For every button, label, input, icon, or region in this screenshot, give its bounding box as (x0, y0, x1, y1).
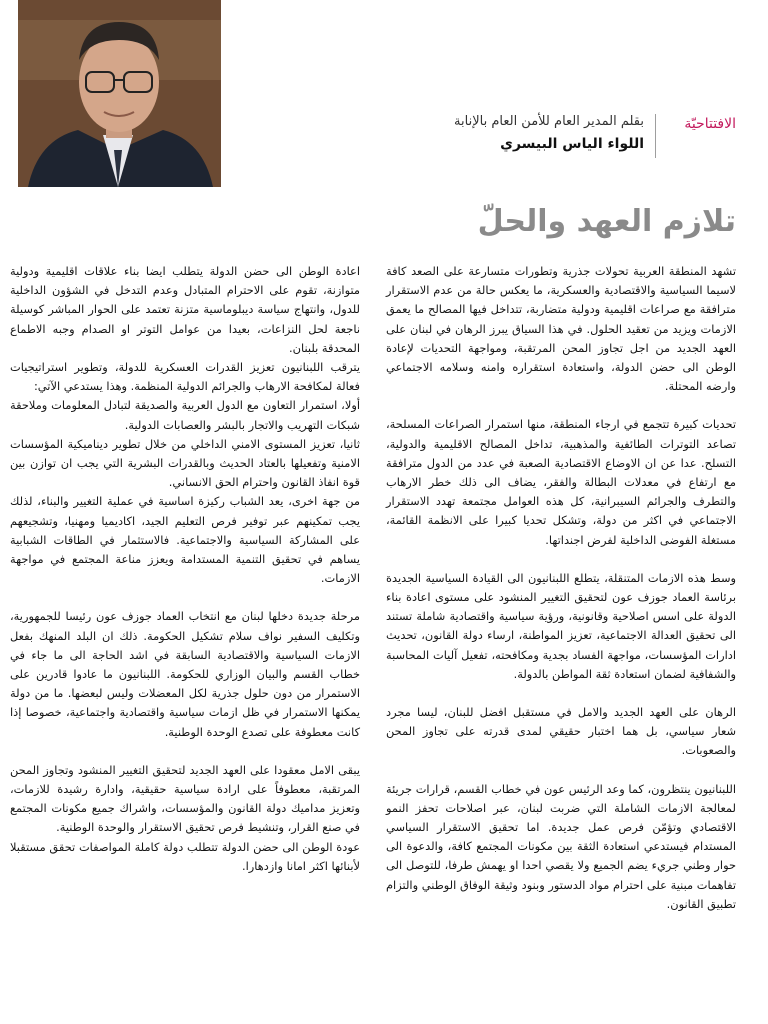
paragraph: تشهد المنطقة العربية تحولات جذرية وتطورات متسارعة على الصعد كافة لاسيما السياسية والاقتصادية والعسكرية، ما يعكس حالة من عدم الاستقرار مترافقة مع صراعات اقليمية ودولية متضاربة، تتداخل فيها المصالح ما يعمق الازمات ويزيد من تعقيد الحلول. في هذا السياق يبرز الرهان في لبنان على العهد الجديد من اجل تجاوز المحن المرتقبة، ومواجهة التحديات لإعادة الوطن الى حضن الدولة، واستعادة استقراره وامنه وسلامه الاجتماعي وارضه المحتلة. (386, 264, 736, 394)
article-header (336, 112, 736, 162)
portrait-illustration (18, 0, 221, 187)
author-portrait (18, 0, 221, 187)
paragraph: ثانيا، تعزيز المستوى الامني الداخلي من خلال تطوير ديناميكية المؤسسات الامنية وتفعيلها بالعتاد الحديث وبالقدرات البشرية التي يجب ان توازن بين قوة انفاذ القانون واحترام الحق الانساني. (10, 436, 360, 490)
paragraph: اعادة الوطن الى حضن الدولة يتطلب ايضا بناء علاقات اقليمية ودولية متوازنة، تقوم على الاحترام المتبادل وعدم التدخل في الشؤون الداخلية للدول، وانتهاج سياسة ديبلوماسية متزنة تعتمد على الحوار المباشر كوسيلة ناجعة لحل النزاعات، بعيدا من عوامل التوتر او الصدام وجبه الاطماع المحدقة بلبنان. (10, 264, 360, 355)
paragraph: يبقى الامل معقودا على العهد الجديد لتحقيق التغيير المنشود وتجاوز المحن المرتقبة، معطوفاً على ارادة سياسية حقيقية، وادارة رشيدة للازمات، وتعزيز مداميك دولة القانون والمؤسسات، واشراك جميع مكونات المجتمع في صنع القرار، وتنشيط فرص تحقيق الاستقرار والوحدة الوطنية. (10, 762, 360, 835)
byline: بقلم المدير العام للأمن العام بالإنابة (454, 114, 644, 129)
header-divider (655, 114, 656, 158)
article-column-left (10, 262, 360, 876)
paragraph: تحديات كبيرة تتجمع في ارجاء المنطقة، منها استمرار الصراعات المسلحة، تصاعد التوترات الطائفية والمذهبية، تداخل المصالح الاقليمية والدولية، التسلح. عدا عن ان الاوضاع الاقتصادية الصعبة في عدد من الدول مترافقة مع ارتفاع في معدلات البطالة والفقر، يضاف الى ذلك خطر الارهاب والتطرف والجرائم السيبرانية، كل هذه العوامل مجتمعة تهدد الاستقرار الاجتماعي في اكثر من دولة، وتشكل تحديا كبيرا على الانظمة القائمة، مستغلة الفوضى الداخلية لفرض اجنداتها. (386, 417, 736, 547)
article-column-right (386, 262, 736, 933)
paragraph: من جهة اخرى، يعد الشباب ركيزة اساسية في عملية التغيير والبناء، لذلك يجب تمكينهم عبر توفير فرص التعليم الجيد، اكاديميا ومهنيا، وتشجيعهم على المشاركة السياسية والاجتماعية. فالاستثمار في الطاقات الشبابية يساهم في تحقيق التنمية المستدامة ويعزز مناعة المجتمع في مواجهة الازمات. (10, 494, 360, 586)
paragraph: الرهان على العهد الجديد والامل في مستقبل افضل للبنان، ليسا مجرد شعار سياسي، بل هما اختبار حقيقي لمدى قدرته على تجاوز المحن والصعوبات. (386, 705, 736, 758)
paragraph: عودة الوطن الى حضن الدولة تتطلب دولة كاملة المواصفات تحقق مستقبلا لأبنائها اكثر امانا وازدهارا. (10, 839, 360, 873)
author-name: اللواء الياس البيسري (500, 136, 644, 152)
paragraph: يترقب اللبنانيون تعزيز القدرات العسكرية للدولة، وتطوير استراتيجيات فعالة لمكافحة الارهاب والجرائم الدولية المنظمة. وهذا يستدعي الآتي: (10, 360, 360, 394)
paragraph: مرحلة جديدة دخلها لبنان مع انتخاب العماد جوزف عون رئيسا للجمهورية، وتكليف السفير نواف سلام تشكيل الحكومة. ذلك ان البلد المنهك بفعل الازمات السياسية والاقتصادية السابقة في اشد الحاجة الى ما جاء في خطاب القسم والبيان الوزاري للحكومة. اللبنانيون ما عادوا قادرين على الاستمرار من دون حلول جذرية لكل المعضلات وليس لبعضها. ما من دولة يمكنها الاستمرار في ظل ازمات سياسية واقتصادية واجتماعية، خصوصا إذا كانت معطوفة على تصدع الوحدة الوطنية. (10, 609, 360, 739)
paragraph: اللبنانيون ينتظرون، كما وعد الرئيس عون في خطاب القسم، قرارات جريئة لمعالجة الازمات الشاملة التي ضربت لبنان، عبر اصلاحات تحفز النمو الاقتصادي وتؤمّن فرص عمل جديدة. اما تحقيق الاستقرار السياسي المستدام فيستدعي استعادة الثقة بين مكونات المجتمع كافة، والدعوة الى حوار وطني جريء يضم الجميع ولا يقصي احدا او يهمش طرفا، للتوصل الى تفاهمات مبنية على احترام مواد الدستور وبنود وثيقة الوفاق الوطني والتزام تطبيق القانون. (386, 781, 736, 911)
paragraph: وسط هذه الازمات المتنقلة، يتطلع اللبنانيون الى القيادة السياسية الجديدة برئاسة العماد جوزف عون لتحقيق التغيير المنشود على مستوى اعادة بناء الدولة على اسس اصلاحية وقانونية، ورؤية سياسية واقتصادية شاملة تستند الى تحقيق العدالة الاجتماعية، تعزيز المواطنة، ارساء دولة القانون، تحديث ادارات المؤسسات، مواجهة الفساد بجدية ومكافحته، تفعيل آليات المحاسبة والشفافية لضمان استعادة ثقة المواطن بالدولة. (386, 570, 736, 681)
paragraph: أولا، استمرار التعاون مع الدول العربية والصديقة لتبادل المعلومات وملاحقة شبكات التهريب والاتجار بالبشر والعصابات الدولية. (10, 398, 360, 432)
article-title: تلازم العهد والحلّ (477, 204, 736, 239)
section-label: الافتتاحيّة (684, 116, 736, 132)
